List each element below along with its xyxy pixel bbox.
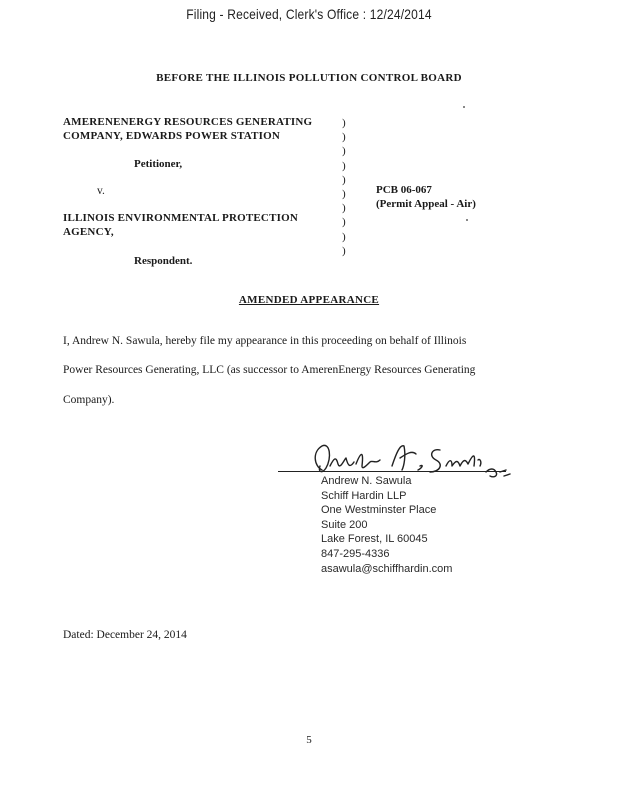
firm-name: Schiff Hardin LLP <box>321 489 407 502</box>
paren: ) <box>342 145 346 158</box>
body-line-1: I, Andrew N. Sawula, hereby file my appearance in this proceeding on behalf of Illinois <box>63 335 467 347</box>
address-line-1: One Westminster Place <box>321 504 437 517</box>
scan-speck <box>466 219 468 221</box>
paren: ) <box>342 216 346 229</box>
signature-block <box>321 474 452 576</box>
signature-line <box>278 471 506 472</box>
body-line-2: Power Resources Generating, LLC (as successor to AmerenEnergy Resources Generating <box>63 364 476 376</box>
page-number: 5 <box>306 734 312 746</box>
caption-parentheses <box>342 116 346 258</box>
paren: ) <box>342 159 346 172</box>
dated-line: Dated: December 24, 2014 <box>63 629 187 641</box>
phone-number: 847-295-4336 <box>321 547 390 560</box>
versus-label: v. <box>97 185 105 197</box>
petitioner-name-line1: AMERENENERGY RESOURCES GENERATING <box>63 116 313 128</box>
email-address: asawula@schiffhardin.com <box>321 562 453 575</box>
respondent-name-line1: ILLINOIS ENVIRONMENTAL PROTECTION <box>63 212 298 224</box>
filing-stamp-header: Filing - Received, Clerk's Office : 12/24/2014 <box>186 6 432 22</box>
body-line-3: Company). <box>63 394 115 406</box>
address-line-2: Suite 200 <box>321 518 368 531</box>
document-title: AMENDED APPEARANCE <box>238 294 380 306</box>
paren: ) <box>342 173 346 186</box>
paren: ) <box>342 131 346 144</box>
paren: ) <box>342 202 346 215</box>
case-number: PCB 06-067 <box>376 184 432 196</box>
scan-speck <box>463 106 465 108</box>
paren: ) <box>342 187 346 200</box>
board-heading: BEFORE THE ILLINOIS POLLUTION CONTROL BOARD <box>156 72 462 84</box>
address-line-3: Lake Forest, IL 60045 <box>321 533 428 546</box>
petitioner-label: Petitioner, <box>134 158 183 170</box>
case-type: (Permit Appeal - Air) <box>376 198 476 210</box>
paren: ) <box>342 230 346 243</box>
respondent-name-line2: AGENCY, <box>63 226 114 238</box>
paren: ) <box>342 244 346 257</box>
respondent-label: Respondent. <box>134 255 193 267</box>
attorney-name: Andrew N. Sawula <box>321 475 412 487</box>
petitioner-name-line2: COMPANY, EDWARDS POWER STATION <box>63 130 281 142</box>
paren: ) <box>342 117 346 129</box>
